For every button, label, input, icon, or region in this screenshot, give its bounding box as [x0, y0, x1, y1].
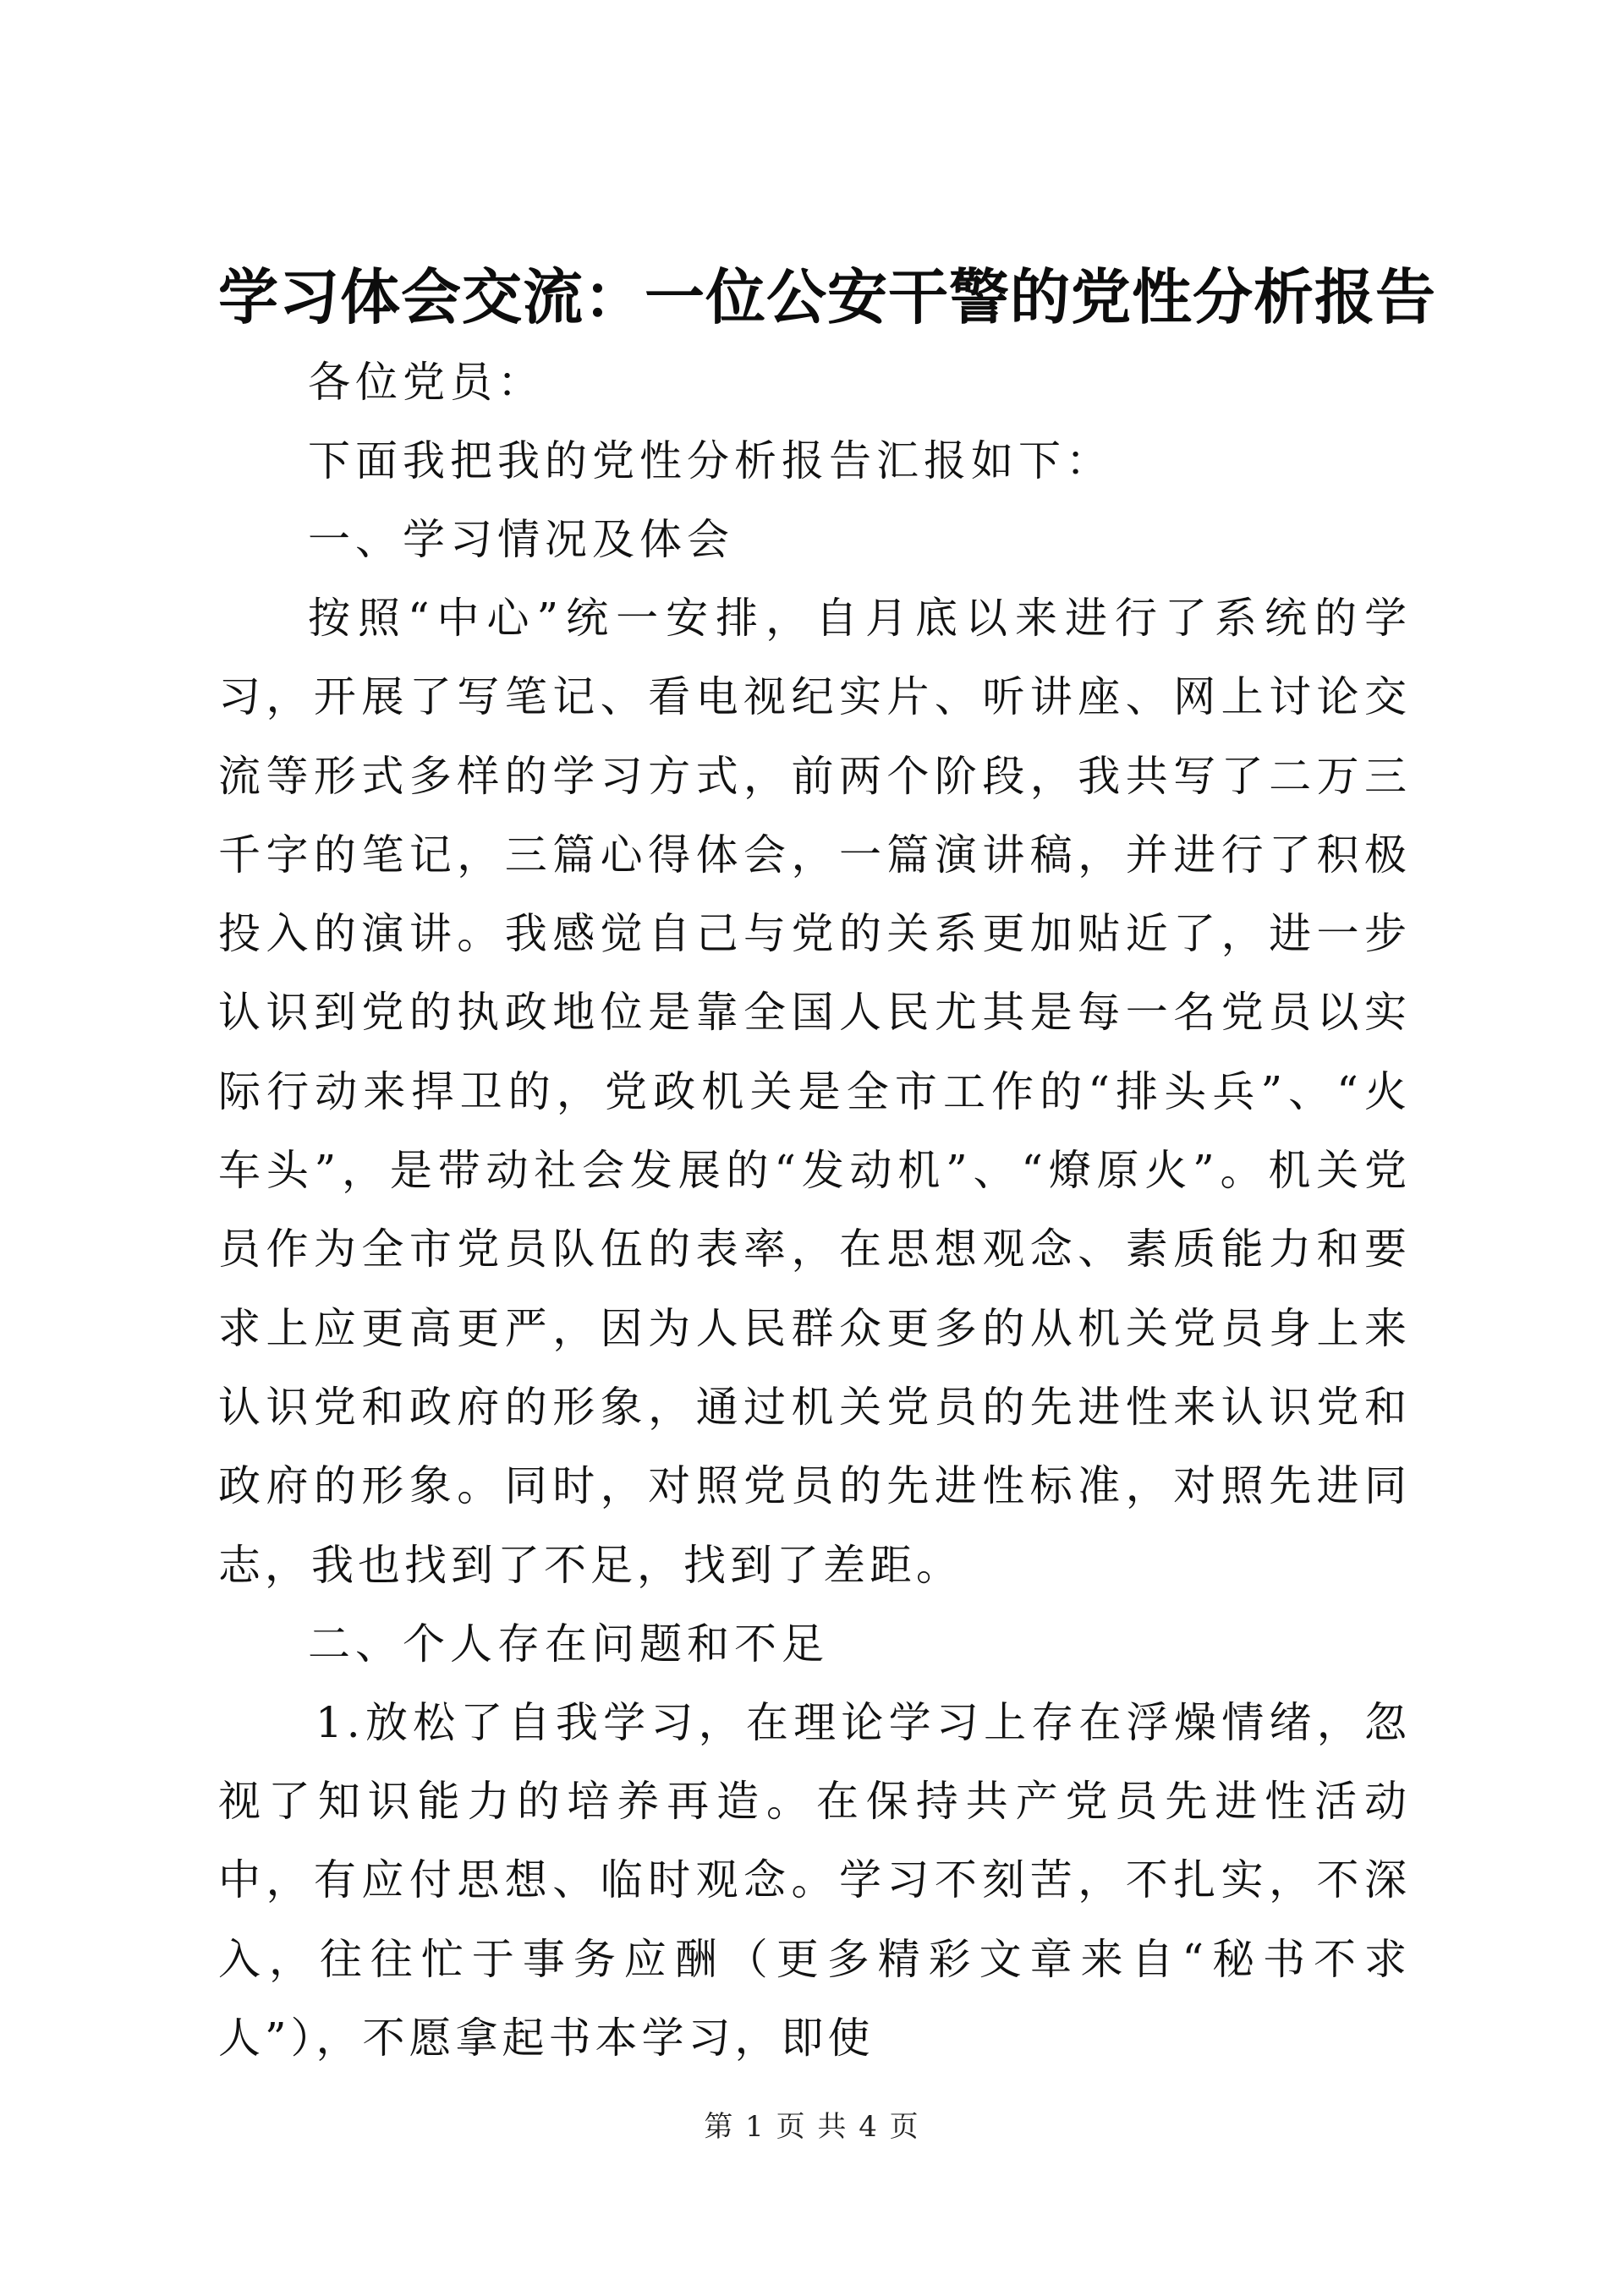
- page-footer: 第 1 页 共 4 页: [704, 2110, 920, 2144]
- section-1-body: 按照“中心”统一安排，自月底以来进行了系统的学习，开展了写笔记、看电视纪实片、听讲座、网上讨论交流等形式多样的学习方式，前两个阶段，我共写了二万三千字的笔记，三篇心得体会，一篇演讲稿，并进行了积极投入的演讲。我感觉自己与党的关系更加贴近了，进一步认识到党的执政地位是靠全国人民尤其是每一名党员以实际行动来捍卫的，党政机关是全市工作的“排头兵”、“火车头”，是带动社会发展的“发动机”、“燎原火”。机关党员作为全市党员队伍的表率，在思想观念、素质能力和要求上应更高更严，因为人民群众更多的从机关党员身上来认识党和政府的形象，通过机关党员的先进性来认识党和政府的形象。同时，对照党员的先进性标准，对照先进同志，我也找到了不足，找到了差距。: [218, 594, 1411, 1590]
- document-title: 学习体会交流：一位公安干警的党性分析报告: [218, 261, 1437, 332]
- document-content: [218, 250, 1437, 2078]
- section-heading-1: 一、学习情况及体会: [308, 515, 734, 564]
- salutation: 各位党员：: [308, 358, 545, 407]
- section-heading-2: 二、个人存在问题和不足: [308, 1619, 829, 1669]
- section-2-item-1: 1.放松了自我学习，在理论学习上存在浮燥情绪，忽视了知识能力的培养再造。在保持共产党员先进性活动中，有应付思想、临时观念。学习不刻苦，不扎实，不深入，往往忙于事务应酬（更多精彩文章来自“秘书不求人”），不愿拿起书本学习，即使: [218, 1697, 1411, 2063]
- intro-paragraph: 下面我把我的党性分析报告汇报如下：: [308, 436, 1113, 485]
